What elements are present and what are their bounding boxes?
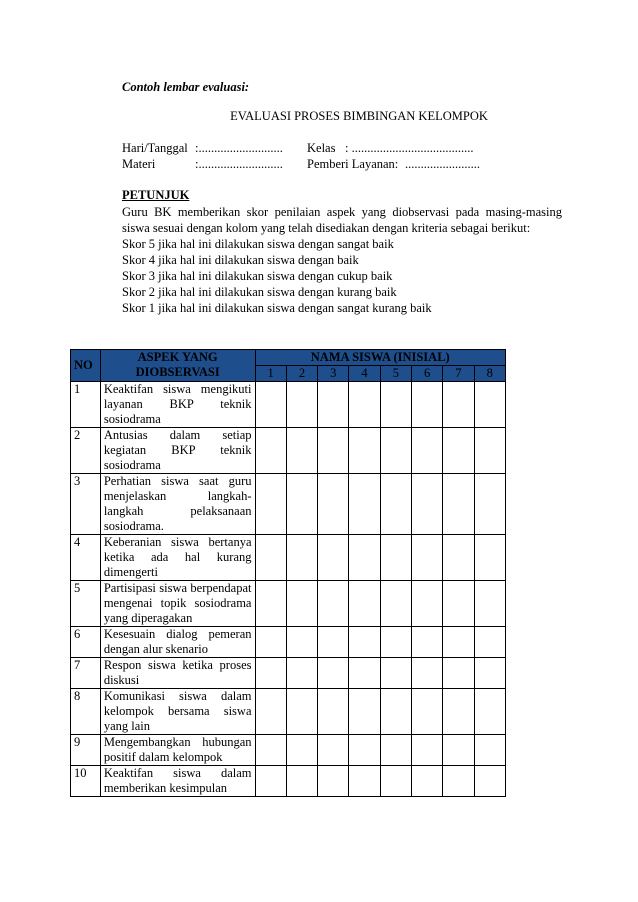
score-line: Skor 2 jika hal ini dilakukan siswa dengan kurang baik xyxy=(122,285,397,299)
table-row xyxy=(71,474,506,535)
score-cell[interactable] xyxy=(286,474,317,535)
table-row xyxy=(71,535,506,581)
score-cell[interactable] xyxy=(443,627,474,658)
score-cell[interactable] xyxy=(255,382,286,428)
score-cell[interactable] xyxy=(318,581,349,627)
score-cell[interactable] xyxy=(380,689,411,735)
score-cell[interactable] xyxy=(474,627,505,658)
score-cell[interactable] xyxy=(349,535,380,581)
row-number: 7 xyxy=(71,658,101,689)
score-cell[interactable] xyxy=(255,658,286,689)
score-cell[interactable] xyxy=(474,428,505,474)
header-nama-siswa: NAMA SISWA (INISIAL) xyxy=(255,350,506,366)
score-cell[interactable] xyxy=(318,627,349,658)
kelas-value: : ....................................... xyxy=(345,141,474,155)
score-cell[interactable] xyxy=(474,474,505,535)
table-row xyxy=(71,658,506,689)
score-cell[interactable] xyxy=(286,382,317,428)
row-aspek: Mengembangkan hubungan positif dalam kelompok xyxy=(100,735,255,766)
score-cell[interactable] xyxy=(474,689,505,735)
score-line: Skor 5 jika hal ini dilakukan siswa dengan sangat baik xyxy=(122,237,394,251)
row-aspek: Keberanian siswa bertanya ketika ada hal kurang dimengerti xyxy=(100,535,255,581)
score-cell[interactable] xyxy=(411,766,442,797)
table-body xyxy=(71,382,506,797)
score-cell[interactable] xyxy=(380,535,411,581)
score-line: Skor 3 jika hal ini dilakukan siswa dengan cukup baik xyxy=(122,269,393,283)
score-cell[interactable] xyxy=(411,382,442,428)
student-number: 5 xyxy=(380,366,411,382)
score-cell[interactable] xyxy=(474,658,505,689)
score-cell[interactable] xyxy=(255,766,286,797)
score-cell[interactable] xyxy=(286,428,317,474)
row-number: 3 xyxy=(71,474,101,535)
score-cell[interactable] xyxy=(474,535,505,581)
score-cell[interactable] xyxy=(349,474,380,535)
student-number: 3 xyxy=(318,366,349,382)
row-aspek: Respon siswa ketika proses diskusi xyxy=(100,658,255,689)
row-number: 2 xyxy=(71,428,101,474)
pemberi-layanan-value: ........................ xyxy=(405,157,480,171)
row-aspek: Keaktifan siswa dalam memberikan kesimpulan xyxy=(100,766,255,797)
student-number: 2 xyxy=(286,366,317,382)
row-number: 10 xyxy=(71,766,101,797)
score-cell[interactable] xyxy=(411,474,442,535)
table-row xyxy=(71,428,506,474)
petunjuk-heading: PETUNJUK xyxy=(122,188,190,202)
score-cell[interactable] xyxy=(411,735,442,766)
score-cell[interactable] xyxy=(255,535,286,581)
petunjuk-paragraph: Guru BK memberikan skor penilaian aspek yang diobservasi pada masing-masing siswa sesuai dengan kolom yang telah disediakan dengan kriteria sebagai berikut: xyxy=(122,205,562,235)
row-number: 5 xyxy=(71,581,101,627)
row-aspek: Antusias dalam setiap kegiatan BKP teknik sosiodrama xyxy=(100,428,255,474)
score-cell[interactable] xyxy=(286,581,317,627)
score-cell[interactable] xyxy=(411,689,442,735)
hari-tanggal-label: Hari/Tanggal xyxy=(122,141,188,155)
score-cell[interactable] xyxy=(286,627,317,658)
score-cell[interactable] xyxy=(443,382,474,428)
score-cell[interactable] xyxy=(349,581,380,627)
materi-label: Materi xyxy=(122,157,156,171)
pemberi-layanan-label: Pemberi Layanan: xyxy=(307,157,399,171)
table-row xyxy=(71,689,506,735)
score-cell[interactable] xyxy=(380,658,411,689)
score-cell[interactable] xyxy=(255,627,286,658)
score-cell[interactable] xyxy=(443,535,474,581)
row-number: 9 xyxy=(71,735,101,766)
score-cell[interactable] xyxy=(474,735,505,766)
row-number: 4 xyxy=(71,535,101,581)
score-cell[interactable] xyxy=(255,581,286,627)
intro-caption: Contoh lembar evaluasi: xyxy=(122,80,250,94)
table-row xyxy=(71,735,506,766)
table-row xyxy=(71,382,506,428)
row-aspek: Partisipasi siswa berpendapat mengenai topik sosiodrama yang diperagakan xyxy=(100,581,255,627)
score-cell[interactable] xyxy=(318,766,349,797)
score-cell[interactable] xyxy=(255,474,286,535)
score-cell[interactable] xyxy=(349,658,380,689)
evaluation-table xyxy=(70,349,506,797)
table-row xyxy=(71,581,506,627)
score-cell[interactable] xyxy=(255,689,286,735)
score-cell[interactable] xyxy=(443,474,474,535)
score-cell[interactable] xyxy=(318,689,349,735)
score-cell[interactable] xyxy=(380,581,411,627)
student-number: 6 xyxy=(411,366,442,382)
score-cell[interactable] xyxy=(349,428,380,474)
header-no: NO xyxy=(71,350,101,382)
score-cell[interactable] xyxy=(380,627,411,658)
student-number: 7 xyxy=(443,366,474,382)
score-line: Skor 4 jika hal ini dilakukan siswa dengan baik xyxy=(122,253,359,267)
score-cell[interactable] xyxy=(474,382,505,428)
hari-tanggal-value: :........................... xyxy=(195,141,283,155)
score-cell[interactable] xyxy=(286,766,317,797)
score-cell[interactable] xyxy=(443,428,474,474)
score-cell[interactable] xyxy=(443,766,474,797)
score-cell[interactable] xyxy=(380,428,411,474)
kelas-label: Kelas xyxy=(307,141,336,155)
student-number: 4 xyxy=(349,366,380,382)
score-cell[interactable] xyxy=(318,382,349,428)
row-number: 1 xyxy=(71,382,101,428)
petunjuk-body xyxy=(122,204,562,316)
score-cell[interactable] xyxy=(411,658,442,689)
score-cell[interactable] xyxy=(255,735,286,766)
row-number: 8 xyxy=(71,689,101,735)
score-cell[interactable] xyxy=(286,735,317,766)
score-cell[interactable] xyxy=(380,735,411,766)
score-cell[interactable] xyxy=(318,658,349,689)
student-number: 8 xyxy=(474,366,505,382)
score-cell[interactable] xyxy=(474,581,505,627)
student-number: 1 xyxy=(255,366,286,382)
score-cell[interactable] xyxy=(474,766,505,797)
score-cell[interactable] xyxy=(318,535,349,581)
score-cell[interactable] xyxy=(318,735,349,766)
row-number: 6 xyxy=(71,627,101,658)
score-cell[interactable] xyxy=(349,627,380,658)
score-cell[interactable] xyxy=(286,658,317,689)
table-row xyxy=(71,627,506,658)
score-cell[interactable] xyxy=(255,428,286,474)
score-cell[interactable] xyxy=(411,535,442,581)
score-cell[interactable] xyxy=(286,689,317,735)
row-aspek: Komunikasi siswa dalam kelompok bersama siswa yang lain xyxy=(100,689,255,735)
score-cell[interactable] xyxy=(349,689,380,735)
score-cell[interactable] xyxy=(380,766,411,797)
score-cell[interactable] xyxy=(443,735,474,766)
row-aspek: Keaktifan siswa mengikuti layanan BKP teknik sosiodrama xyxy=(100,382,255,428)
score-cell[interactable] xyxy=(380,382,411,428)
table-header xyxy=(71,350,506,382)
document-title: EVALUASI PROSES BIMBINGAN KELOMPOK xyxy=(230,109,488,123)
score-cell[interactable] xyxy=(349,735,380,766)
materi-value: :........................... xyxy=(195,157,283,171)
score-cell[interactable] xyxy=(443,689,474,735)
score-line: Skor 1 jika hal ini dilakukan siswa dengan sangat kurang baik xyxy=(122,301,432,315)
score-cell[interactable] xyxy=(411,627,442,658)
score-cell[interactable] xyxy=(318,428,349,474)
score-cell[interactable] xyxy=(411,581,442,627)
header-aspek: ASPEK YANG DIOBSERVASI xyxy=(100,350,255,382)
score-cell[interactable] xyxy=(349,382,380,428)
table-row xyxy=(71,766,506,797)
row-aspek: Perhatian siswa saat guru menjelaskan langkah-langkah pelaksanaan sosiodrama. xyxy=(100,474,255,535)
score-cell[interactable] xyxy=(411,428,442,474)
row-aspek: Kesesuain dialog pemeran dengan alur skenario xyxy=(100,627,255,658)
score-cell[interactable] xyxy=(443,658,474,689)
score-cell[interactable] xyxy=(286,535,317,581)
score-cell[interactable] xyxy=(318,474,349,535)
score-cell[interactable] xyxy=(349,766,380,797)
score-cell[interactable] xyxy=(443,581,474,627)
score-cell[interactable] xyxy=(380,474,411,535)
